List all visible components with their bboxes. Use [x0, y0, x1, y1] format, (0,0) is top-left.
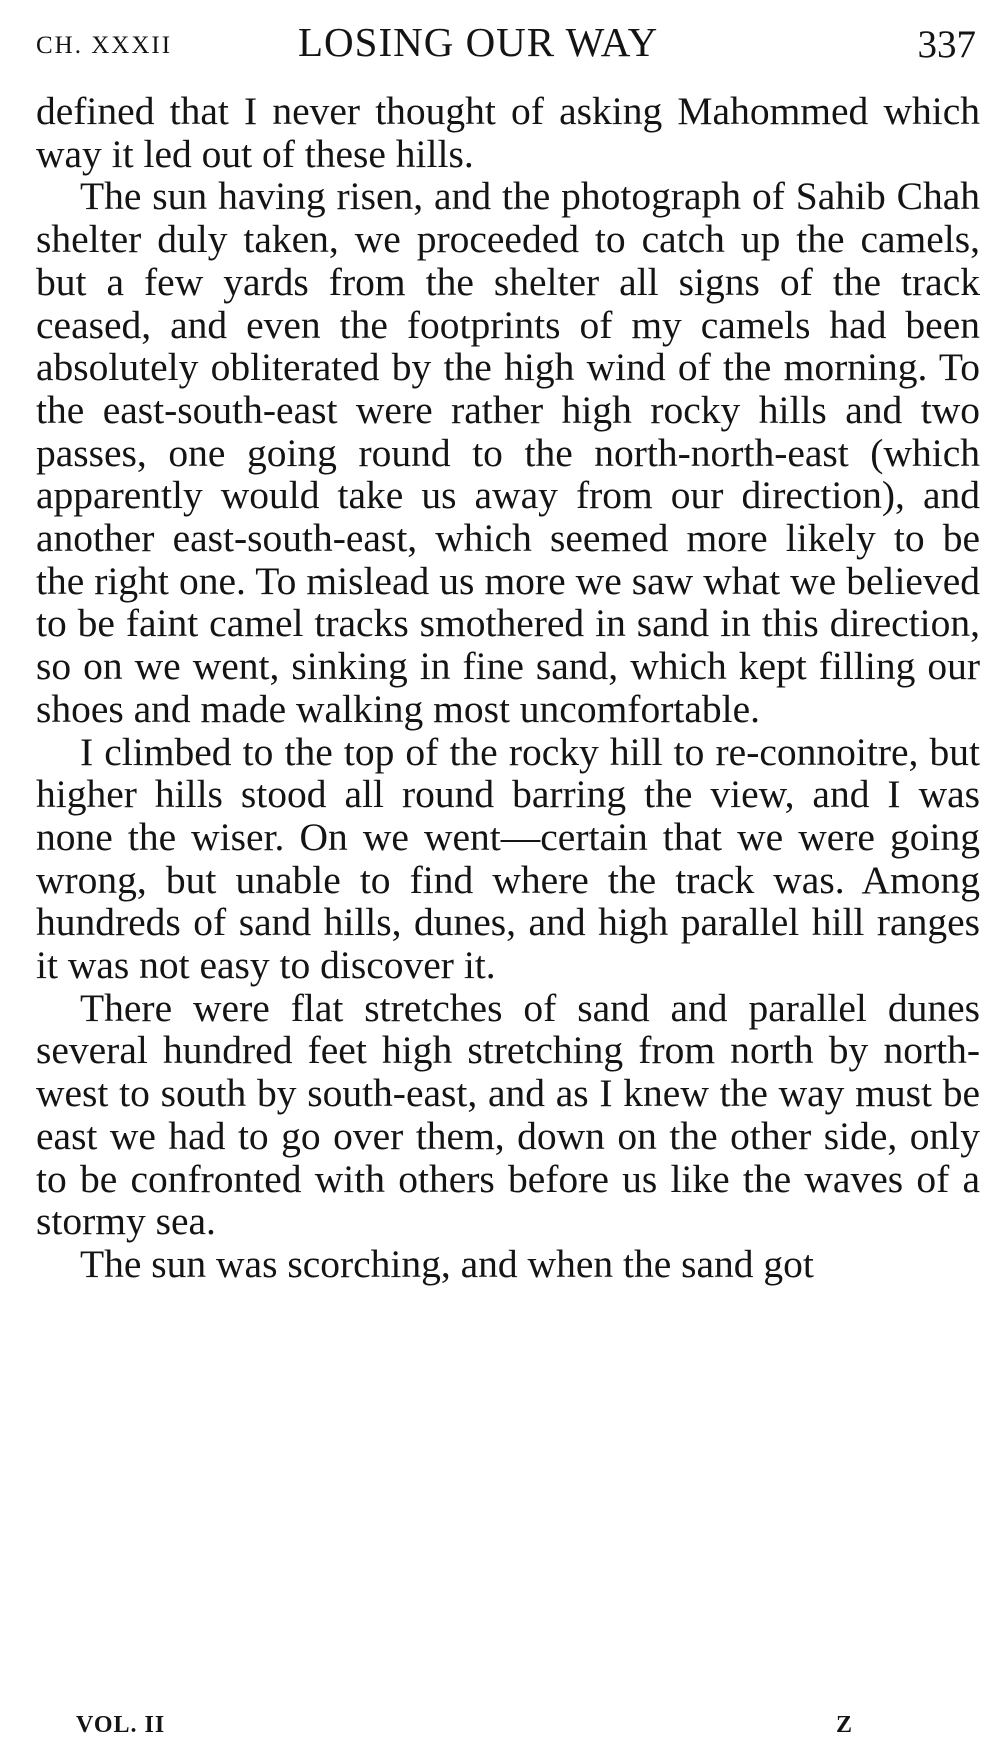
paragraph: There were flat stretches of sand and parallel dunes several hundred feet high stretching from north by north-west to south by south-east, and as I knew the way must be east we had to go over them, down on the other side, only to be confronted with others before us like the waves of a stormy sea.: [36, 985, 980, 1244]
paragraph: I climbed to the top of the rocky hill to re-connoitre, but higher hills stood all round barring the view, and I was none the wiser. On we went—certain that we were going wrong, but unable to find where the track was. Among hundreds of sand hills, dunes, and high parallel hill ranges it was not easy to discover it.: [36, 729, 980, 988]
chapter-title: LOSING OUR WAY: [298, 19, 659, 65]
body-text: [36, 90, 980, 1286]
running-head: [36, 18, 976, 68]
paragraph: The sun was scorching, and when the sand got: [80, 1241, 814, 1286]
page-footer: [76, 1712, 946, 1744]
signature-mark: Z: [836, 1712, 853, 1738]
volume-signature: VOL. II: [76, 1712, 166, 1738]
page-number: 337: [917, 23, 976, 66]
paragraph-continued: defined that I never thought of asking Mahommed which way it led out of these hills.: [36, 89, 980, 176]
chapter-number: CH. XXXII: [36, 32, 173, 59]
paragraph: The sun having risen, and the photograph of Sahib Chah shelter duly taken, we proceeded to catch up the camels, but a few yards from the shelter all signs of the track ceased, and even the footprints of my camels had been absolutely obliterated by the high wind of the morning. To the east-south-east were rather high rocky hills and two passes, one going round to the north-north-east (which apparently would take us away from our direction), and another east-south-east, which seemed more likely to be the right one. To mislead us more we saw what we believed to be faint camel tracks smothered in sand in this direction, so on we went, sinking in fine sand, which kept filling our shoes and made walking most uncomfortable.: [36, 174, 980, 731]
